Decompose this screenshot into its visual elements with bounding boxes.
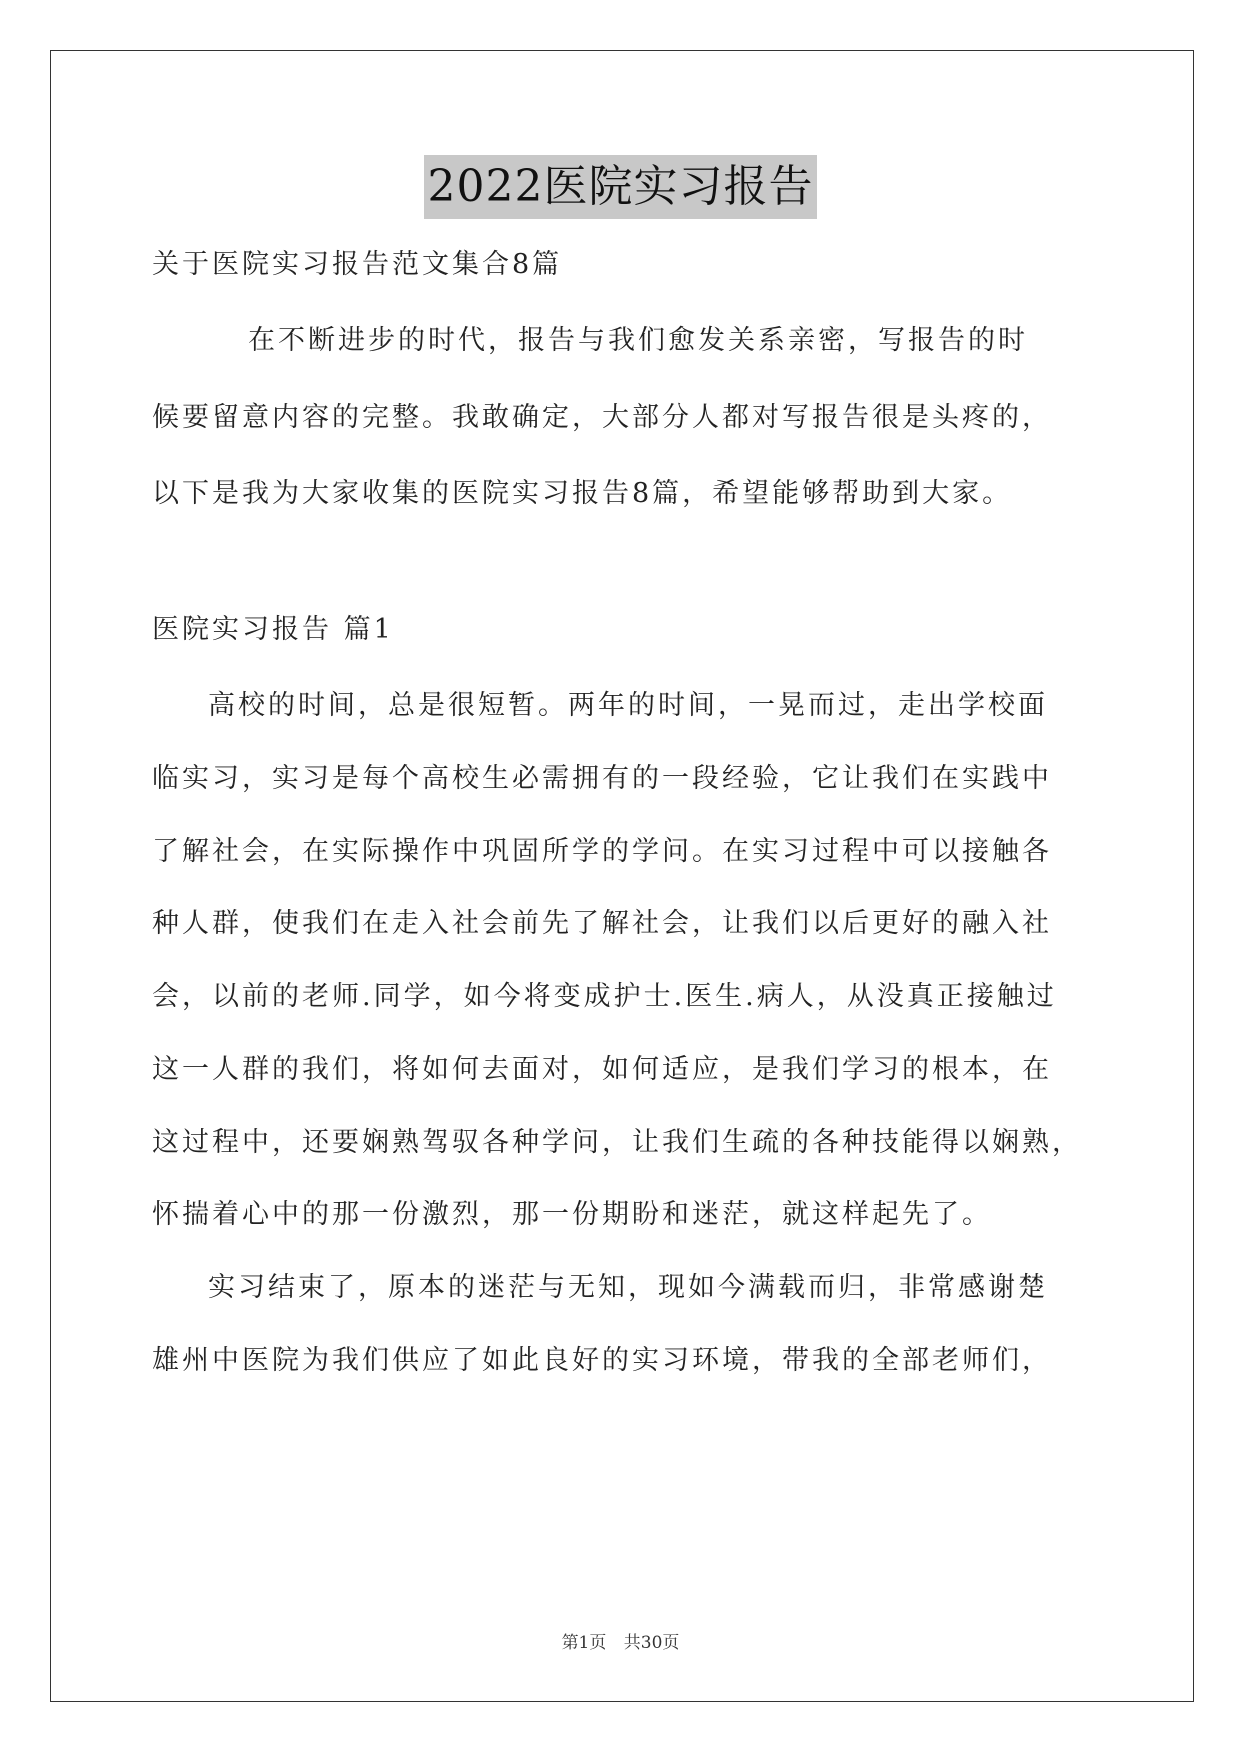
document-subtitle: 关于医院实习报告范文集合8篇 (152, 249, 563, 280)
title-container (0, 155, 1241, 219)
section-heading: 医院实习报告 篇1 (152, 614, 394, 645)
paragraph-line: 会，以前的老师.同学，如今将变成护士.医生.病人，从没真正接触过 (152, 981, 1057, 1012)
document-title: 2022医院实习报告 (424, 155, 818, 219)
paragraph-line: 了解社会，在实际操作中巩固所学的学问。在实习过程中可以接触各 (152, 836, 1052, 867)
paragraph-line: 这一人群的我们，将如何去面对，如何适应，是我们学习的根本，在 (152, 1054, 1052, 1085)
intro-line: 候要留意内容的完整。我敢确定，大部分人都对写报告很是头疼的， (152, 402, 1052, 433)
paragraph-line: 雄州中医院为我们供应了如此良好的实习环境，带我的全部老师们， (152, 1345, 1052, 1376)
paragraph-line: 实习结束了，原本的迷茫与无知，现如今满载而归，非常感谢楚 (208, 1272, 1048, 1303)
intro-line: 以下是我为大家收集的医院实习报告8篇，希望能够帮助到大家。 (152, 478, 1013, 509)
paragraph-line: 高校的时间，总是很短暂。两年的时间，一晃而过，走出学校面 (208, 690, 1048, 721)
intro-line: 在不断进步的时代，报告与我们愈发关系亲密，写报告的时 (248, 325, 1028, 356)
paragraph-line: 种人群，使我们在走入社会前先了解社会，让我们以后更好的融入社 (152, 908, 1052, 939)
page-number: 第1页 (561, 1633, 607, 1653)
paragraph-line: 怀揣着心中的那一份激烈，那一份期盼和迷茫，就这样起先了。 (152, 1199, 992, 1230)
page-footer (0, 1628, 1241, 1653)
paragraph-line: 这过程中，还要娴熟驾驭各种学问，让我们生疏的各种技能得以娴熟， (152, 1127, 1082, 1158)
page-border (50, 50, 1194, 1702)
page-total: 共30页 (623, 1633, 680, 1653)
paragraph-line: 临实习，实习是每个高校生必需拥有的一段经验，它让我们在实践中 (152, 763, 1052, 794)
